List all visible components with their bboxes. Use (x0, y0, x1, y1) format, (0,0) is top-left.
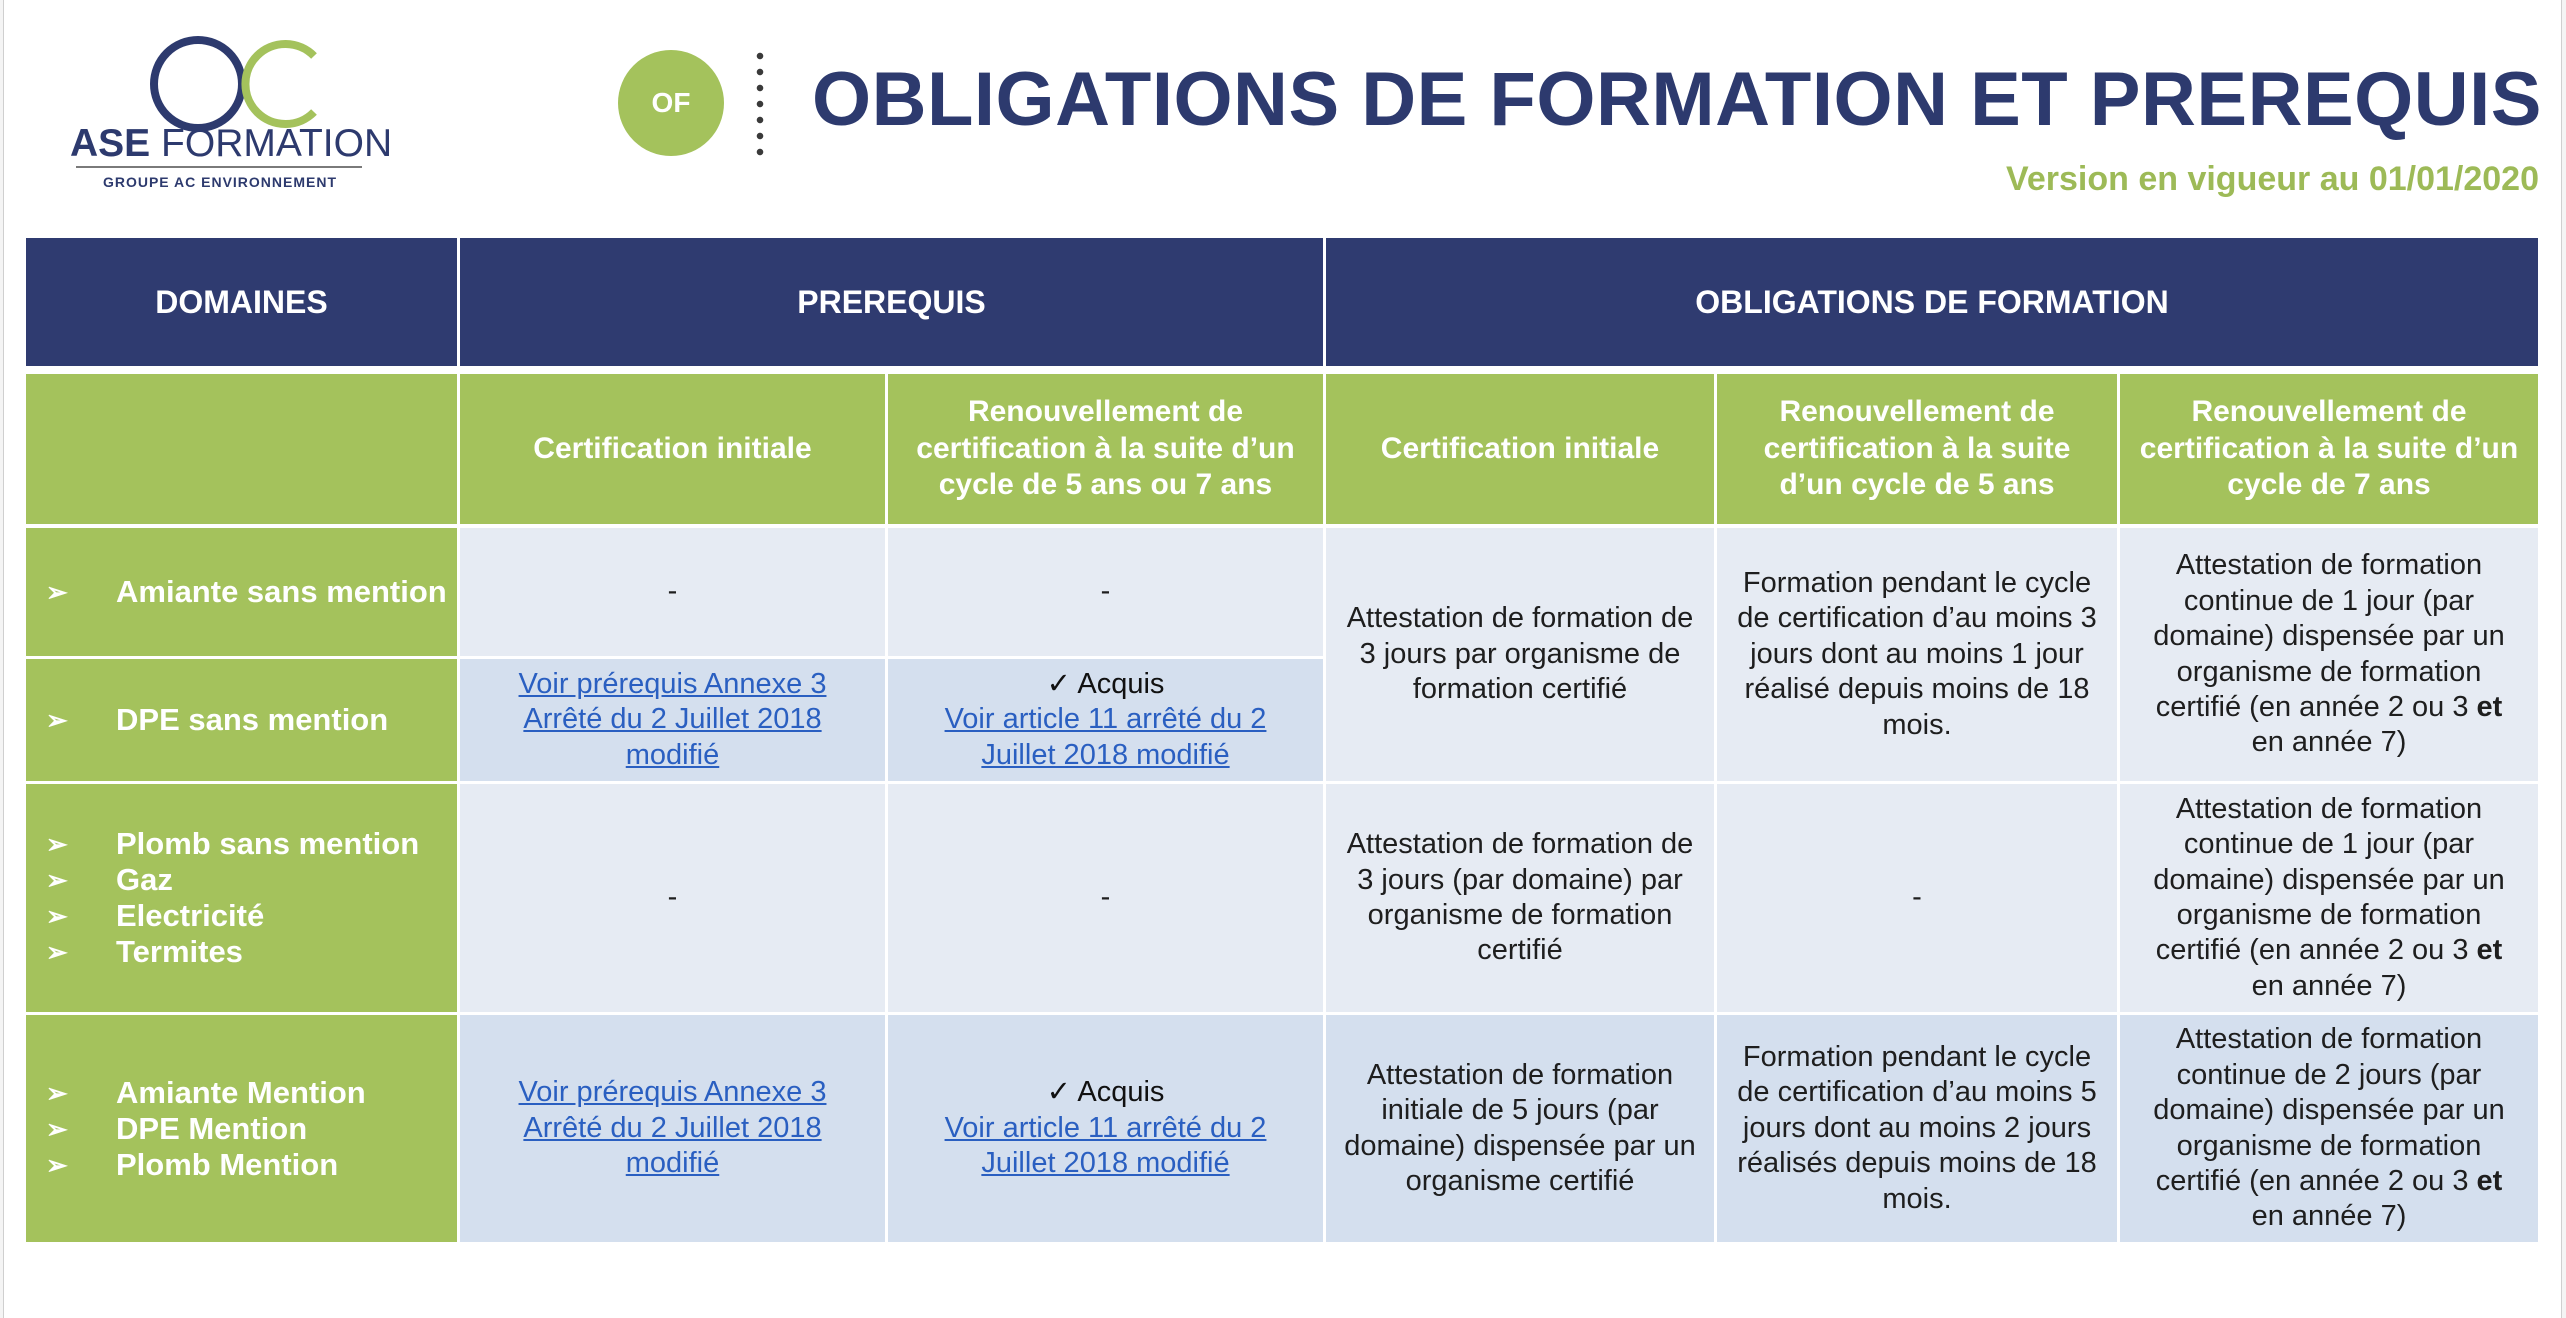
subheader-pre-renew: Renouvellement de certification à la suite d’un cycle de 5 ans ou 7 ans (888, 374, 1323, 524)
prerequis-annexe-link[interactable]: Voir prérequis Annexe 3 Arrêté du 2 Juillet 2018 modifié (518, 1076, 827, 1180)
group1-obl-renew5: Formation pendant le cycle de certification d’au moins 3 jours dont au moins 1 jour réalisé depuis moins de 18 mois. (1717, 528, 2117, 781)
arrow-bullet-icon: ➢ (46, 901, 68, 931)
arrow-bullet-icon: ➢ (46, 1149, 68, 1180)
amiante-pre-initial: - (460, 528, 885, 656)
group3-pre-initial (460, 1015, 885, 1242)
subheader-empty (26, 374, 457, 524)
acquis-check: ✓ Acquis (1046, 667, 1165, 700)
header-obligations: OBLIGATIONS DE FORMATION (1326, 238, 2538, 366)
subheader-pre-initial: Certification initiale (460, 374, 885, 524)
arrow-bullet-icon: ➢ (46, 1077, 68, 1108)
group3-pre-renew (888, 1015, 1323, 1242)
version-label: Version en vigueur au 01/01/2020 (2006, 160, 2539, 198)
header-prerequis: PREREQUIS (460, 238, 1323, 366)
amiante-pre-renew: - (888, 528, 1323, 656)
prerequis-annexe-link[interactable]: Voir prérequis Annexe 3 Arrêté du 2 Juillet 2018 modifié (518, 667, 827, 771)
arrow-bullet-icon: ➢ (46, 577, 68, 607)
list-item: ➢ Gaz (46, 862, 173, 897)
list-item: ➢ Plomb sans mention (46, 826, 420, 861)
page (3, 0, 2562, 1318)
group3-obl-renew7: Attestation de formation continue de 2 jours (par domaine) dispensée par un organisme de formation certifié (en année 2 ou 3 et en année 7) (2120, 1015, 2538, 1242)
group2-obl-renew7: Attestation de formation continue de 1 jour (par domaine) dispensée par un organisme de formation certifié (en année 2 ou 3 et en année 7) (2120, 784, 2538, 1012)
list-item: ➢ Termites (46, 934, 243, 969)
arrow-bullet-icon: ➢ (46, 705, 68, 735)
of-badge: OF (618, 50, 724, 156)
domain-group2 (26, 784, 457, 1012)
list-item: ➢ Electricité (46, 898, 265, 933)
arrow-bullet-icon: ➢ (46, 1113, 68, 1144)
dpe-pre-initial (460, 659, 885, 781)
group2-pre-renew: - (888, 784, 1323, 1012)
logo-divider (76, 166, 362, 168)
group1-obl-initial: Attestation de formation de 3 jours par organisme de formation certifié (1326, 528, 1714, 781)
article-11-link[interactable]: Voir article 11 arrêté du 2 Juillet 2018 modifié (944, 703, 1267, 771)
list-item: ➢ Amiante Mention (46, 1074, 366, 1110)
arrow-bullet-icon: ➢ (46, 865, 68, 895)
acquis-check: ✓ Acquis (1046, 1076, 1165, 1109)
header-domaines: DOMAINES (26, 238, 457, 366)
group3-obl-renew5: Formation pendant le cycle de certification d’au moins 5 jours dont au moins 2 jours réalisés depuis moins de 18 mois. (1717, 1015, 2117, 1242)
subheader-obl-renew7: Renouvellement de certification à la suite d’un cycle de 7 ans (2120, 374, 2538, 524)
subheader-obl-renew5: Renouvellement de certification à la suite d’un cycle de 5 ans (1717, 374, 2117, 524)
logo-brand: ASE FORMATION (70, 122, 393, 165)
domain-group3 (26, 1015, 457, 1242)
group3-obl-initial: Attestation de formation initiale de 5 jours (par domaine) dispensée par un organisme certifié (1326, 1015, 1714, 1242)
group2-obl-renew5: - (1717, 784, 2117, 1012)
dpe-pre-renew (888, 659, 1323, 781)
obligations-table (26, 238, 2538, 1242)
page-title: OBLIGATIONS DE FORMATION ET PREREQUIS (812, 57, 2542, 142)
oc-logo-mark-icon (138, 34, 338, 134)
arrow-bullet-icon: ➢ (46, 829, 68, 859)
subheader-obl-initial: Certification initiale (1326, 374, 1714, 524)
arrow-bullet-icon: ➢ (46, 937, 68, 967)
group1-obl-renew7: Attestation de formation continue de 1 jour (par domaine) dispensée par un organisme de formation certifié (en année 2 ou 3 et en année 7) (2120, 528, 2538, 781)
list-item: ➢ DPE Mention (46, 1110, 308, 1146)
ase-formation-logo (70, 30, 393, 200)
group2-pre-initial: - (460, 784, 885, 1012)
domain-dpe: ➢ DPE sans mention (26, 659, 457, 781)
list-item: ➢ Plomb Mention (46, 1146, 339, 1182)
logo-subtitle: GROUPE AC ENVIRONNEMENT (102, 174, 338, 190)
group2-obl-initial: Attestation de formation de 3 jours (par domaine) par organisme de formation certifié (1326, 784, 1714, 1012)
domain-amiante: ➢ Amiante sans mention (26, 528, 457, 656)
article-11-link[interactable]: Voir article 11 arrêté du 2 Juillet 2018 modifié (944, 1111, 1267, 1180)
dotted-separator (756, 48, 764, 160)
